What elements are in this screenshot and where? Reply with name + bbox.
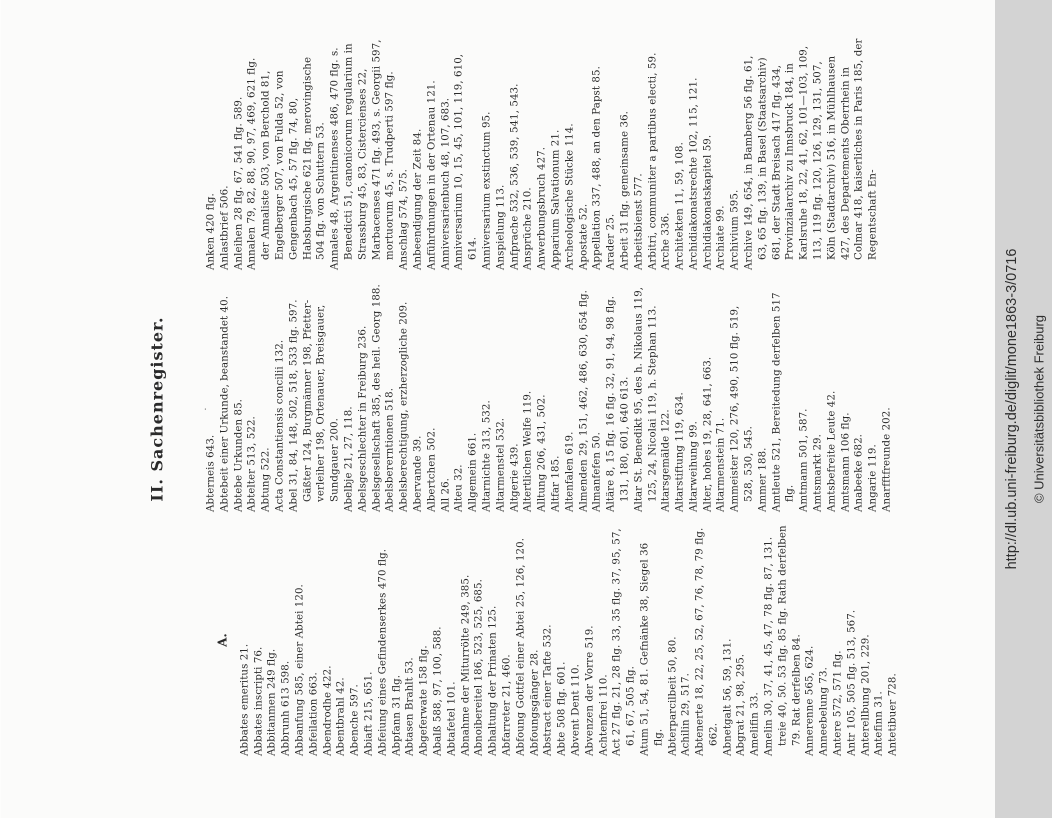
index-entry: Abbitanmen 249 flg.	[266, 648, 278, 756]
index-entry: Anbeendigung der Zeit 84.	[412, 128, 424, 270]
index-entry: Abelsgesellschaft 385, des heil. Georg 188.	[371, 284, 383, 512]
index-entry: Abelbje 21, 27, 118.	[343, 406, 355, 512]
index-entry: Abalß 588, 97, 100, 588.	[432, 626, 444, 756]
index-entry: Abbanfung 585, einer Abtei 120.	[294, 584, 306, 756]
index-entry: Arche 336.	[660, 212, 672, 270]
index-entry: Archivium 595.	[729, 189, 741, 270]
index-entry: Amtleute 521, Bereitedung derfelben 517 flg.	[771, 292, 796, 512]
index-entry: Annalen 79, 82, 88, 90, 97, 469, 621 flg. der Annaliste 503, von Berchold 81, Engelberger 507, von Fulda 52, von Gengenbach 45, 57 flg. 74, 80, Habsburgische 621 flg. merovingische 504 flg. von Schuttern 53.	[246, 56, 327, 270]
index-entry: Abstract einer Tafte 532.	[542, 624, 554, 756]
index-entry: Alter, hohes 19, 28, 641, 663.	[702, 356, 714, 512]
index-entry: Ammeister 120, 276, 490, 510 flg. 519, 528, 530, 545.	[729, 305, 755, 512]
index-entry: Angarie 119.	[867, 444, 879, 512]
index-entry: Anführdnungen in der Ortenau 121.	[426, 80, 438, 270]
index-entry: Abvent Dent 110.	[570, 664, 582, 756]
index-entry: Altertlichen Welfe 119.	[522, 390, 534, 512]
index-entry: Antere 572, 571 flg.	[832, 650, 844, 756]
index-entry: Archidiakonatsrechte 102, 115, 121.	[688, 77, 700, 270]
index-entry: Anabeeke 682.	[853, 434, 865, 512]
index-entry: Alltung 206, 431, 502.	[536, 394, 548, 512]
index-entry: Almenden 29, 151, 462, 486, 630, 654 flg.	[578, 290, 590, 512]
index-entry: Abhaltung der Prinaten 125.	[487, 605, 499, 756]
index-entry: Achilin 29, 517.	[680, 673, 692, 756]
index-entry: Altar St. Benedikt 95, des h. Nikolaus 119, 125, 24, Nicolai 119, h. Stephan 113.	[633, 286, 658, 512]
index-entry: Abvenzen der Vorre 519.	[584, 625, 596, 756]
index-entry: Abtenerte 18, 22, 25, 52, 67, 76, 78, 79 flg. 662.	[694, 527, 720, 756]
index-entry: Acta Constantiensis concilii 132.	[274, 339, 286, 512]
index-entry: Abendrodhe 422.	[322, 665, 334, 756]
index-entry: Annales 48, Argentinenses 486, 470 flg. s. Benedicti 51, canonicorum regularium in Strassburg 45, 83, Cistercienses 22, Marbacenses 471 flg. 493, s. Georgii 597, mortuorum 45, s. Trudperti 597 flg.	[329, 39, 396, 270]
index-entry: All 26.	[440, 477, 452, 512]
index-entry: Arader 25.	[605, 213, 617, 270]
index-entry: Abnahme der Miturrölte 249, 385.	[460, 574, 472, 756]
index-entry: Anneebelung 73.	[818, 667, 830, 756]
index-entry: Anniversarium exstinctum 95.	[481, 111, 493, 270]
index-entry: Abbrunh 613 598.	[280, 660, 292, 756]
index-entry: Antr 105, 505 flg. 513, 567.	[846, 609, 858, 756]
index-entry: Anspielung 113.	[495, 184, 507, 270]
index-entry: Abfoung Gottfel einer Abtei 25, 126, 120.	[515, 537, 527, 756]
index-entry: Abpfann 31 flg.	[391, 674, 403, 756]
index-entry: Abtebe Urkunden 85.	[233, 399, 245, 512]
index-entry: Atum 51, 54, 81. Gefnänke 38, Siegel 36 flg.	[639, 542, 665, 756]
index-entry: Abfeiung eines Gefindenserkes 470 flg.	[377, 548, 389, 756]
copyright-notice: © Universitätsbibliothek Freiburg	[1031, 314, 1047, 504]
index-entry: Altgerie 439.	[509, 443, 521, 512]
index-entry: Antefinn 31.	[873, 691, 885, 756]
rotated-scan	[1, 0, 996, 818]
letter-heading: A.	[215, 633, 230, 647]
index-entry: Anniversarienbuch 48, 107, 683.	[440, 97, 452, 270]
index-entry: Ansprüche 210.	[522, 187, 534, 270]
document-page	[1, 0, 996, 818]
index-entry: Act 27 flg. 21, 28 flg. 33, 35 flg. 37, 95, 57, 61, 67, 505 flg.	[611, 528, 637, 756]
index-entry: Archeologische Stücke 114.	[564, 123, 576, 270]
index-entry: Antetibuer 728.	[887, 673, 899, 756]
index-entry: Abtelter 513, 522.	[246, 416, 258, 512]
index-entry: Abelsbererntionen 518.	[384, 387, 396, 512]
index-column-1	[217, 524, 901, 756]
index-column-2	[205, 280, 895, 512]
index-entry: Archidiakonatskapitel 59.	[702, 134, 714, 270]
index-entry: Anarfftfreunde 202.	[881, 407, 893, 512]
index-entry: Anterellbung 201, 229.	[860, 634, 872, 756]
index-entry: Abfoungsgänger 28.	[529, 649, 541, 756]
index-entry: Abtebeit einer Urkunde, beanstandet 40.	[219, 295, 231, 512]
index-entry: Amtsmann 106 flg.	[840, 412, 852, 512]
index-entry: Archiate 99.	[715, 205, 727, 270]
index-entry: Abfarreter 21, 460.	[501, 654, 513, 756]
index-entry: Abenche 597.	[349, 684, 361, 756]
index-entry: Almanfefen 50.	[591, 432, 603, 512]
index-entry: Anfprache 532, 536, 539, 541, 543.	[509, 83, 521, 270]
index-entry: Abfeilation 663.	[308, 672, 320, 756]
index-entry: Abelsberechtigung, erzherzogliche 209.	[398, 301, 410, 512]
index-entry: Altarsgemälde 122.	[660, 409, 672, 512]
index-entry: Amtmann 501, 587.	[798, 408, 810, 512]
index-entry: Architekten 11, 59, 108.	[674, 142, 686, 270]
index-entry: Abte 508 flg. 601.	[556, 661, 568, 756]
index-entry: Altarweihung 99.	[688, 421, 700, 512]
index-entry: Abel 31, 84, 148, 502, 518, 533 flg. 597. Gäßter 124, Burgmänner 198, Pfetter-verleiher 198, Ortenauer, Breisgauer, Sundgauer 200.	[288, 299, 341, 512]
index-entry: Arbitri, communiter a partibus electi, 59.	[647, 52, 658, 270]
index-entry: Alteu 32.	[453, 464, 465, 512]
index-entry: Altfar 185.	[550, 455, 562, 512]
index-entry: Abtafetel 101.	[446, 681, 458, 756]
index-entry: Anwerbungsbruch 427.	[536, 146, 548, 270]
index-entry: Anschlag 574, 575.	[398, 169, 410, 270]
index-entry: Amtsmarkt 29.	[812, 434, 824, 512]
index-entry: Anlastbrief 506.	[219, 185, 231, 270]
index-entry: Abterneis 643.	[205, 434, 217, 512]
index-entry: Amelifin 33.	[749, 692, 761, 756]
index-entry: Annerenne 565, 624.	[804, 645, 816, 756]
index-entry: Anniversarium 10, 15, 45, 101, 119, 610, 614.	[453, 53, 479, 270]
index-entry: Abnetgalt 56, 59, 131.	[722, 638, 734, 756]
index-entry: Arbeit 31 flg. gemeinsame 36.	[619, 111, 631, 270]
index-entry: Abiaft 215, 651.	[363, 671, 375, 756]
document-url-link[interactable]: http://dl.ub.uni-freiburg.de/diglit/mone1863-3/0716	[1004, 248, 1020, 570]
index-entry: Abentbrahl 42.	[335, 677, 347, 756]
index-entry: Anleihen 28 flg. 67, 541 flg. 589.	[233, 96, 245, 270]
index-entry: Archive 149, 654, in Bamberg 56 flg. 61, 63, 65 flg. 139, in Basel (Staatsarchiv) 681, der Stadt Breisach 417 flg. 434, Provinzialarchiv zu Innsbruck 184, in Karlsruhe 18, 22, 41, 62, 101—103, 109, 113, 119 flg. 120, 126, 129, 131, 507, Köln (Stadtarchiv) 516, in Mühlhausen 427, des Departements Oberrhein in Colmar 418, kaiserliches in Paris 185, der Regentschaft En-	[743, 38, 879, 270]
index-entry: Abbates inscripti 76.	[253, 646, 265, 756]
section-title: II. Sachenregister.	[147, 316, 167, 502]
index-entry: Achtenfrei 110.	[598, 674, 610, 756]
index-entry: Albertchen 502.	[426, 427, 438, 512]
index-entry: Amelin 30, 37, 41, 45, 47, 78 flg. 87, 131. treie 40, 50. 53 flg. 85 flg. Rath derfelben 79. Rat derfelben 84.	[763, 525, 803, 756]
index-entry: Abtung 522.	[260, 447, 272, 512]
index-entry: Altarmenstein 71.	[715, 417, 727, 512]
index-entry: Abervande 39.	[412, 435, 424, 512]
index-entry: Altarstiftung 119, 634.	[674, 392, 686, 512]
index-entry: Allgemein 661.	[467, 432, 479, 512]
index-entry: Apostate 52.	[578, 203, 590, 270]
index-entry: Altarmenstel 532.	[495, 417, 507, 512]
index-entry: Abnoibereitel 186, 523, 525, 685.	[473, 579, 485, 756]
index-entry: Amtsbefreite Leute 42.	[826, 390, 838, 512]
index-entry: Appellation 337, 488, an den Papst 85.	[591, 66, 603, 270]
index-entry: Abbates emeritus 21.	[239, 643, 251, 756]
index-entry: Altarnichte 313, 532.	[481, 400, 493, 512]
index-entry: Anken 420 flg.	[205, 193, 217, 270]
index-entry: Abelsgeschlechter in Freiburg 236.	[357, 325, 369, 512]
index-entry: Abterparcilbeit 50, 80.	[667, 636, 678, 756]
index-entry: Altenfalen 619.	[564, 431, 576, 512]
index-entry: Ammer 188.	[757, 447, 769, 512]
index-entry: Abgrat 21, 98, 295.	[735, 653, 747, 756]
index-entry: Arbeitsbienst 577.	[633, 173, 645, 270]
index-entry: Altäre 8, 15 flg. 16 flg. 32, 91, 94, 98 flg. 131, 180, 601, 640 613.	[605, 295, 631, 512]
title-mark: ·	[201, 407, 212, 411]
index-entry: Apparium Salvationum 21.	[550, 129, 562, 270]
index-entry: Abtasen Brahlt 53.	[404, 657, 416, 756]
index-entry: Abgeferwate 158 flg.	[418, 645, 430, 756]
index-column-3	[205, 38, 881, 270]
